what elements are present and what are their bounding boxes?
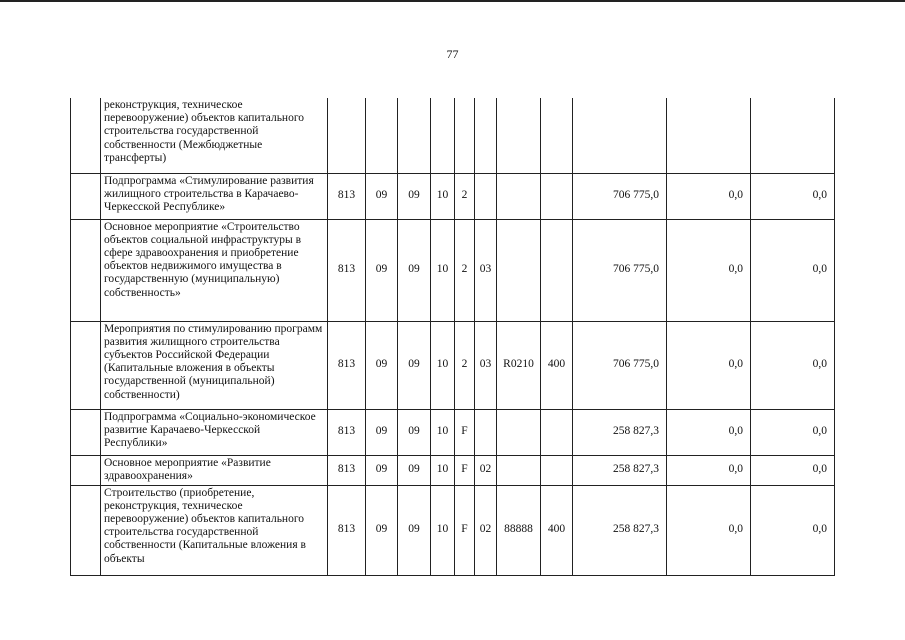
table-cell-name: Основное мероприятие «Строительство объектов социальной инфраструктуры в сфере здравоохранения и приобретение объектов недвижимого имущества в государственную (муниципальную) собственность» (101, 219, 328, 321)
table-row (71, 455, 835, 485)
table-row (71, 98, 835, 173)
table-cell-amount-3: 0,0 (751, 409, 835, 455)
table-cell-subprogram: F (455, 455, 475, 485)
table-cell-amount-1: 706 775,0 (573, 321, 667, 409)
table-cell-expense-type: 400 (541, 321, 573, 409)
table-cell-program: 10 (431, 219, 455, 321)
table-cell-admin: 813 (328, 173, 366, 219)
table-cell-amount-2: 0,0 (667, 409, 751, 455)
table-row (71, 409, 835, 455)
table-cell-subsection (398, 98, 431, 173)
table-cell-amount-3: 0,0 (751, 321, 835, 409)
table-cell-subsection: 09 (398, 485, 431, 575)
table-cell-activity (475, 173, 497, 219)
page-number: 77 (446, 47, 459, 61)
table-cell-amount-2: 0,0 (667, 455, 751, 485)
table-cell-subsection: 09 (398, 219, 431, 321)
table-cell-admin: 813 (328, 321, 366, 409)
table-cell-direction (497, 98, 541, 173)
table-cell-subprogram: F (455, 485, 475, 575)
table-cell-section: 09 (366, 485, 398, 575)
table-cell-amount-3: 0,0 (751, 219, 835, 321)
table-cell-name: Строительство (приобретение, реконструкция, техническое перевооружение) объектов капитального строительства государственной собственности (Капитальные вложения в объекты (101, 485, 328, 575)
table-cell-amount-2: 0,0 (667, 485, 751, 575)
table-cell-amount-2 (667, 98, 751, 173)
table-cell-name: Подпрограмма «Стимулирование развития жилищного строительства в Карачаево-Черкесской Республике» (101, 173, 328, 219)
table-cell-blank (71, 219, 101, 321)
table-cell-direction: 88888 (497, 485, 541, 575)
table-cell-subprogram: 2 (455, 173, 475, 219)
budget-table (70, 98, 835, 576)
table-row (71, 173, 835, 219)
table-row (71, 485, 835, 575)
table-cell-amount-3: 0,0 (751, 455, 835, 485)
table-cell-program: 10 (431, 485, 455, 575)
table-cell-program: 10 (431, 409, 455, 455)
table-cell-section: 09 (366, 173, 398, 219)
table-cell-amount-1: 258 827,3 (573, 409, 667, 455)
table-cell-section: 09 (366, 219, 398, 321)
table-cell-name: реконструкция, техническое перевооружение) объектов капитального строительства государственной собственности (Межбюджетные трансферты) (101, 98, 328, 173)
table-cell-expense-type (541, 98, 573, 173)
table-cell-name: Мероприятия по стимулированию программ развития жилищного строительства субъектов Российской Федерации (Капитальные вложения в объекты государственной (муниципальной) собственности) (101, 321, 328, 409)
table-cell-activity: 03 (475, 321, 497, 409)
table-row (71, 219, 835, 321)
table-cell-direction (497, 219, 541, 321)
table-cell-blank (71, 455, 101, 485)
table-cell-program: 10 (431, 321, 455, 409)
table-cell-section (366, 98, 398, 173)
table-cell-expense-type (541, 173, 573, 219)
table-cell-blank (71, 485, 101, 575)
table-cell-admin: 813 (328, 485, 366, 575)
table-cell-amount-3: 0,0 (751, 485, 835, 575)
top-border-line (0, 0, 905, 2)
table-cell-subprogram: F (455, 409, 475, 455)
table-cell-subsection: 09 (398, 409, 431, 455)
table-cell-subprogram: 2 (455, 321, 475, 409)
table-cell-subprogram: 2 (455, 219, 475, 321)
table-cell-amount-1 (573, 98, 667, 173)
table-cell-program (431, 98, 455, 173)
table-cell-subsection: 09 (398, 321, 431, 409)
table-cell-section: 09 (366, 409, 398, 455)
table-cell-activity: 02 (475, 485, 497, 575)
table-cell-amount-2: 0,0 (667, 219, 751, 321)
table-cell-name: Основное мероприятие «Развитие здравоохранения» (101, 455, 328, 485)
table-cell-name: Подпрограмма «Социально-экономическое развитие Карачаево-Черкесской Республики» (101, 409, 328, 455)
table-cell-admin: 813 (328, 219, 366, 321)
table-cell-expense-type (541, 219, 573, 321)
table-cell-direction (497, 409, 541, 455)
table-cell-amount-1: 706 775,0 (573, 173, 667, 219)
table-cell-activity: 02 (475, 455, 497, 485)
table-cell-amount-1: 258 827,3 (573, 485, 667, 575)
table-cell-activity (475, 98, 497, 173)
table-cell-expense-type (541, 409, 573, 455)
table-cell-admin: 813 (328, 409, 366, 455)
table-cell-program: 10 (431, 173, 455, 219)
table-cell-blank (71, 409, 101, 455)
table-cell-expense-type: 400 (541, 485, 573, 575)
table-cell-amount-1: 258 827,3 (573, 455, 667, 485)
table-cell-program: 10 (431, 455, 455, 485)
table-cell-direction (497, 173, 541, 219)
table-cell-blank (71, 173, 101, 219)
table-cell-subsection: 09 (398, 173, 431, 219)
table-cell-expense-type (541, 455, 573, 485)
table-cell-direction (497, 455, 541, 485)
table-cell-amount-1: 706 775,0 (573, 219, 667, 321)
table-cell-amount-2: 0,0 (667, 321, 751, 409)
table-cell-admin: 813 (328, 455, 366, 485)
table-row (71, 321, 835, 409)
table-cell-blank (71, 98, 101, 173)
table-cell-blank (71, 321, 101, 409)
table-cell-admin (328, 98, 366, 173)
table-cell-activity: 03 (475, 219, 497, 321)
table-cell-amount-2: 0,0 (667, 173, 751, 219)
table-cell-subprogram (455, 98, 475, 173)
table-cell-direction: R0210 (497, 321, 541, 409)
table-cell-subsection: 09 (398, 455, 431, 485)
table-cell-amount-3 (751, 98, 835, 173)
table-cell-amount-3: 0,0 (751, 173, 835, 219)
table-cell-activity (475, 409, 497, 455)
table-cell-section: 09 (366, 455, 398, 485)
table-cell-section: 09 (366, 321, 398, 409)
